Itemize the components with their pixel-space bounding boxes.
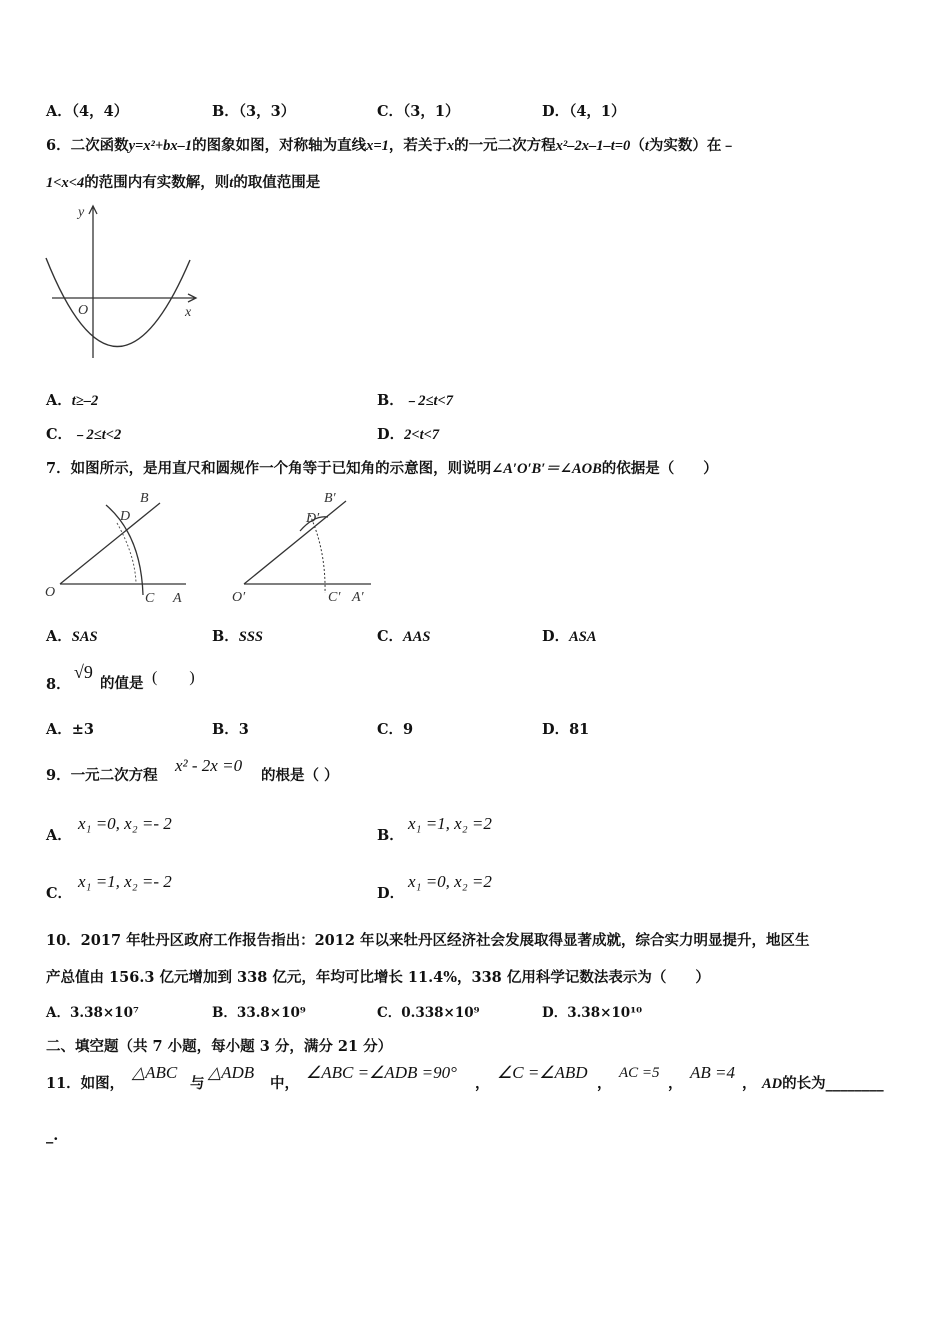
q11-sep-2: ， (597, 1075, 612, 1092)
q11-word-with: 与 (190, 1075, 205, 1092)
q5-option-d: D．（4，1） (542, 103, 626, 120)
q5-option-c: C．（3，1） (377, 103, 460, 120)
q9-option-d-eq: x₁ =0, x₂ =2 (408, 872, 492, 891)
y-axis-label: y (78, 205, 85, 220)
q9-option-d-letter: D． (377, 885, 405, 902)
q9-option-b-letter: B． (377, 827, 404, 844)
q11-sep-1: ， (475, 1075, 490, 1092)
q11-question: AD的长为________ (762, 1075, 884, 1092)
q6-option-a: A．t≥–2 (46, 392, 99, 409)
q9-equation: x² - 2x =0 (175, 756, 243, 775)
q6-stem-line1: 6．二次函数y=x²+bx–1的图象如图，对称轴为直线x=1，若关于x的一元二次方程x²–2x–1–t=0（t为实数）在﹣ (46, 137, 736, 154)
q5-option-b: B．（3，3） (212, 103, 296, 120)
q10-option-c: C．0.338×10⁹ (377, 1005, 480, 1021)
q7-figure-constructed-angle (228, 485, 388, 610)
label-b: B (140, 491, 149, 506)
ray-ob-prime (244, 501, 346, 584)
q6-stem-line2: 1<x<4的范围内有实数解，则t的取值范围是 (46, 174, 321, 191)
label-a: A (173, 591, 182, 606)
q5-option-a: A．（4，4） (46, 103, 129, 120)
q9-option-c-eq: x₁ =1, x₂ =- 2 (78, 872, 172, 891)
section-heading: 二、填空题（共 7 小题，每小题 3 分，满分 21 分） (46, 1038, 393, 1055)
q11-sep-3: ， (668, 1075, 683, 1092)
q9-text-b: 的根是（ ） (261, 767, 339, 784)
q10-stem-line2: 产总值由 156.3 亿元增加到 338 亿元，年均可比增长 11.4%，338 亿用科学记数法表示为（ ） (46, 969, 710, 986)
origin-label: O (78, 303, 89, 318)
q11-word-in: 中， (270, 1075, 299, 1092)
label-b-prime: B′ (324, 491, 336, 506)
q11-num: 11．如图， (46, 1075, 125, 1092)
q11-condition-ab: AB =4 (690, 1063, 735, 1082)
q9-text-a: 9．一元二次方程 (46, 767, 158, 784)
q7-option-a: A．SAS (46, 628, 98, 645)
label-c: C (145, 591, 155, 606)
q10-option-a: A．3.38×10⁷ (46, 1005, 139, 1021)
q7-figure-original-angle (40, 485, 200, 610)
q9-option-a-letter: A． (46, 827, 72, 844)
q8-paren: ( ) (152, 669, 195, 686)
q8-num: 8． (46, 676, 71, 693)
ray-ob (60, 503, 160, 584)
label-o-prime: O′ (232, 590, 246, 605)
q9-option-c-letter: C． (46, 885, 73, 902)
q11-condition-right-angles: ∠ABC =∠ADB =90° (306, 1063, 457, 1082)
q7-option-d: D．ASA (542, 628, 597, 645)
q10-stem-line1: 10．2017 年牡丹区政府工作报告指出：2012 年以来牡丹区经济社会发展取得显著成就，综合实力明显提升，地区生 (46, 932, 810, 949)
arc-small (117, 523, 136, 583)
q11-condition-equal-angles: ∠C =∠ABD (497, 1063, 588, 1082)
q9-option-a-eq: x₁ =0, x₂ =- 2 (78, 814, 172, 833)
label-d-prime: D′ (306, 511, 320, 526)
q6-parabola-graph (40, 198, 210, 363)
q7-option-c: C．AAS (377, 628, 431, 645)
q6-option-c: C．﹣2≤t<2 (46, 426, 122, 443)
x-axis-label: x (185, 305, 192, 320)
q11-triangle-adb: △ADB (208, 1063, 255, 1082)
q11-sep-4: ， (742, 1075, 757, 1092)
q6-option-b: B．﹣2≤t<7 (377, 392, 454, 409)
q7-stem: 7．如图所示，是用直尺和圆规作一个角等于已知角的示意图，则说明∠A′O′B′＝∠AOB的依据是（ ） (46, 460, 718, 477)
q8-radical: √9 (74, 662, 93, 682)
label-o: O (45, 585, 56, 600)
q6-option-d: D．2<t<7 (377, 426, 440, 443)
arc-cd-prime (310, 515, 325, 593)
q8-option-a: A．±3 (46, 721, 95, 738)
q10-option-d: D．3.38×10¹⁰ (542, 1005, 643, 1021)
q7-option-b: B．SSS (212, 628, 263, 645)
q11-condition-ac: AC =5 (619, 1065, 660, 1081)
label-d: D (120, 509, 131, 524)
q8-text: 的值是 (100, 675, 144, 692)
q8-option-b: B．3 (212, 721, 249, 738)
q10-option-b: B．33.8×10⁹ (212, 1005, 306, 1021)
q8-option-d: D．81 (542, 721, 590, 738)
label-c-prime: C′ (328, 590, 341, 605)
q9-option-b-eq: x₁ =1, x₂ =2 (408, 814, 492, 833)
parabola-curve (46, 258, 190, 347)
label-a-prime: A′ (352, 590, 364, 605)
q11-triangle-abc: △ABC (132, 1063, 178, 1082)
q8-option-c: C．9 (377, 721, 414, 738)
q11-answer-tail: _. (46, 1127, 59, 1144)
